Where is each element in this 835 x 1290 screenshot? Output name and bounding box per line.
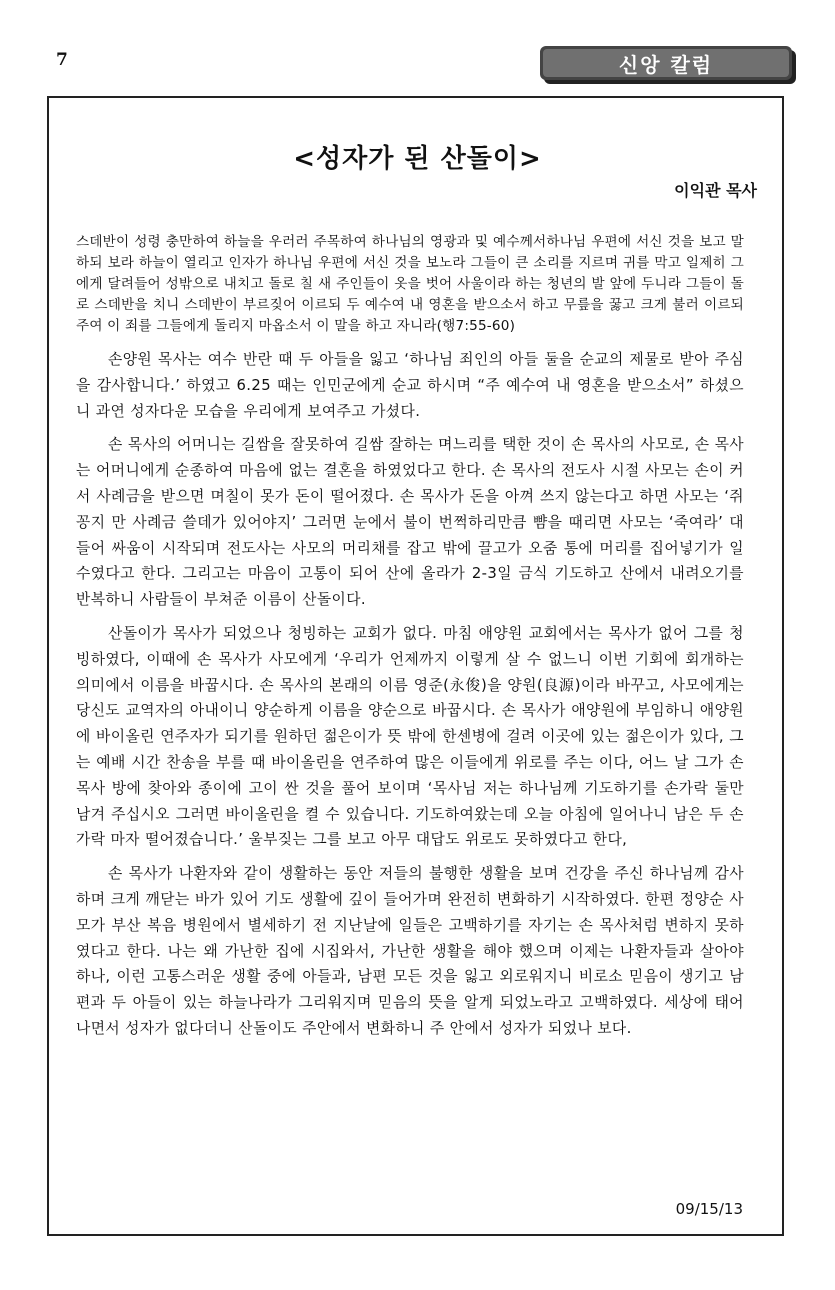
- page-number: 7: [56, 50, 68, 70]
- article-body: [76, 232, 744, 1050]
- scripture-passage: 스데반이 성령 충만하여 하늘을 우러러 주목하여 하나님의 영광과 및 예수께서하나님 우편에 서신 것을 보고 말하되 보라 하늘이 열리고 인자가 하나님 우편에 서신 것을 보노라 그들이 큰 소리를 지르며 귀를 막고 일제히 그에게 달려들어 성밖으로 내치고 돌로 칠 새 주인들이 옷을 벗어 사울이라 하는 청년의 발 앞에 두니라 그들이 돌로 스데반을 치니 스데반이 부르짖어 이르되 두 예수여 내 영혼을 받으소서 하고 무릎을 꿇고 크게 불러 이르되 주여 이 죄를 그들에게 돌리지 마옵소서 이 말을 하고 자니라(행7:55-60): [76, 234, 744, 334]
- section-header-tab: [540, 46, 792, 80]
- article-author: 이익관 목사: [674, 181, 757, 200]
- paragraph-4: 손 목사가 나환자와 같이 생활하는 동안 저들의 불행한 생활을 보며 건강을 주신 하나님께 감사하며 크게 깨닫는 바가 있어 기도 생활에 깊이 들어가며 완전히 변화하기 시작하였다. 한편 정양순 사모가 부산 복음 병원에서 별세하기 전 지난날에 일들은 고백하기를 자기는 손 목사처럼 변하지 못하였다고 한다. 나는 왜 가난한 집에 시집와서, 가난한 생활을 해야 했으며 이제는 나환자들과 살아야 하나, 이런 고통스러운 생활 중에 아들과, 남편 모든 것을 잃고 외로워지니 비로소 믿음이 생기고 남편과 두 아들이 있는 하늘나라가 그리워지며 믿음의 뜻을 알게 되었노라고 고백하였다. 세상에 태어나면서 성자가 없다더니 산돌이도 주안에서 변화하니 주 안에서 성자가 되었나 보다.: [76, 865, 744, 1037]
- paragraph-3: 산돌이가 목사가 되었으나 청빙하는 교회가 없다. 마침 애양원 교회에서는 목사가 없어 그를 청빙하였다, 이때에 손 목사가 사모에게 ‘우리가 언제까지 이렇게 살 수 없느니 이번 기회에 회개하는 의미에서 이름을 바꿉시다. 손 목사의 본래의 이름 영준(永俊)을 양원(良源)이라 바꾸고, 사모에게는 당신도 교역자의 아내이니 양순하게 이름을 양순으로 바꿉시다. 손 목사가 애양원에 부임하니 애양원에 바이올린 연주자가 되기를 원하던 젊은이가 뜻 밖에 한센병에 걸려 이곳에 있는 젊은이가 있다, 그는 예배 시간 찬송을 부를 때 바이올린을 연주하여 많은 이들에게 위로를 주는 이다, 어느 날 그가 손 목사 방에 찾아와 종이에 고이 싼 것을 풀어 보이며 ‘목사님 저는 하나님께 기도하기를 손가락 둘만 남겨 주십시오 그러면 바이올린을 켤 수 있습니다. 기도하여왔는데 오늘 아침에 일어나니 남은 두 손가락 마자 떨어졌습니다.’ 울부짖는 그를 보고 아무 대답도 위로도 못하였다고 한다,: [76, 624, 744, 849]
- article-title: <성자가 된 산돌이>: [293, 144, 542, 174]
- section-label: 신앙 칼럼: [618, 52, 714, 77]
- paragraph-2: 손 목사의 어머니는 길쌈을 잘못하여 길쌈 잘하는 며느리를 택한 것이 손 목사의 사모로, 손 목사는 어머니에게 순종하여 마음에 없는 결혼을 하였었다고 한다. 손 목사의 전도사 시절 사모는 손이 커서 사례금을 받으면 며칠이 못가 돈이 떨어졌다. 손 목사가 돈을 아껴 쓰지 않는다고 하면 사모는 ‘쥐 꽁지 만 사례금 쓸데가 있어야지’ 그러면 눈에서 불이 번쩍하리만큼 뺨을 때리면 사모는 ‘죽여라’ 대들어 싸움이 시작되며 전도사는 사모의 머리채를 잡고 밖에 끌고가 오줌 통에 머리를 집어넣기가 일 수였다고 한다. 그리고는 마음이 고통이 되어 산에 올라가 2-3일 금식 기도하고 산에서 내려오기를 반복하니 사람들이 부쳐준 이름이 산돌이다.: [76, 436, 744, 609]
- paragraph-1: 손양원 목사는 여수 반란 때 두 아들을 잃고 ‘하나님 죄인의 아들 둘을 순교의 제물로 받아 주심을 감사합니다.’ 하였고 6.25 때는 인민군에게 순교 하시며 “주 예수여 내 영혼을 받으소서” 하셨으니 과연 성자다운 모습을 우리에게 보여주고 가셨다.: [76, 351, 744, 420]
- article-date: 09/15/13: [675, 1200, 743, 1218]
